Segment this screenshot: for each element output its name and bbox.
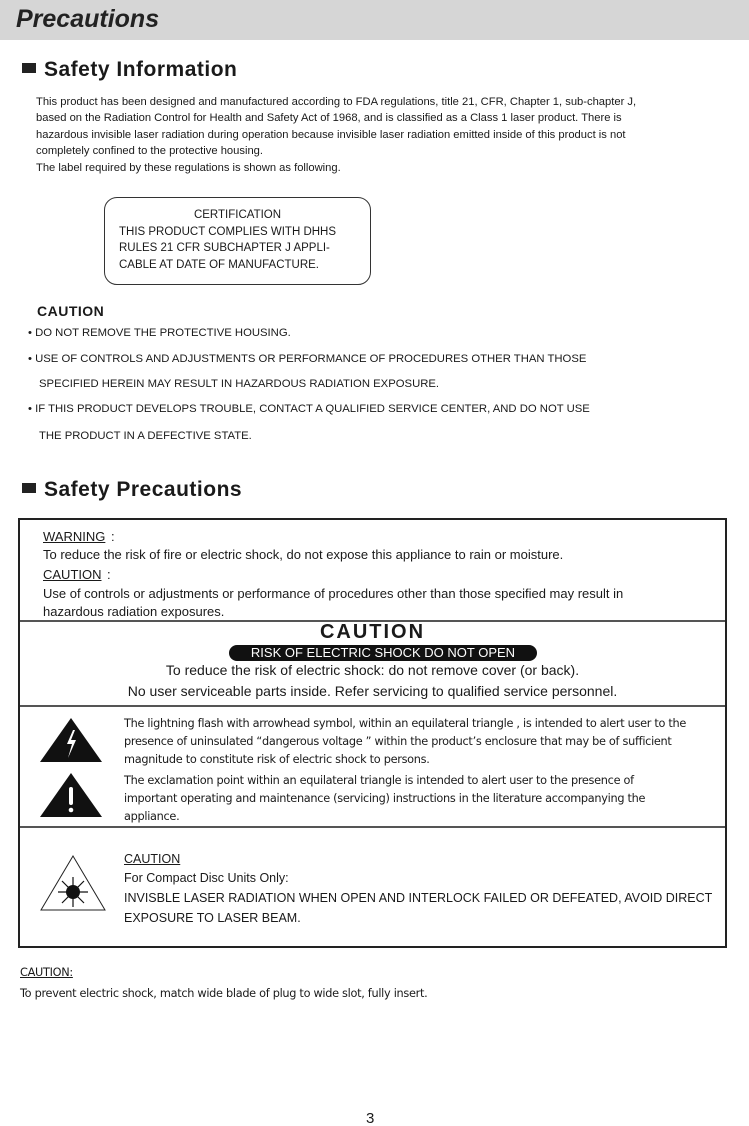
para-line: completely confined to the protective housing. bbox=[36, 145, 263, 158]
page-number: 3 bbox=[366, 1110, 375, 1126]
shock-warning-line: No user serviceable parts inside. Refer servicing to qualified service personnel. bbox=[127, 683, 618, 699]
desc-line: important operating and maintenance (servicing) instructions in the literature accompanying the bbox=[124, 792, 646, 805]
warning-label: WARNING bbox=[43, 529, 106, 544]
certification-label bbox=[104, 197, 371, 285]
page-header bbox=[0, 0, 749, 40]
bullet-item: • USE OF CONTROLS AND ADJUSTMENTS OR PERFORMANCE OF PROCEDURES OTHER THAN THOSE bbox=[28, 353, 587, 365]
desc-line: magnitude to constitute risk of electric shock to persons. bbox=[124, 753, 430, 766]
caution-heading: CAUTION bbox=[37, 303, 105, 319]
lightning-warning-icon bbox=[40, 718, 102, 764]
exclamation-warning-icon bbox=[40, 773, 102, 819]
para-line: The label required by these regulations is shown as following. bbox=[36, 161, 341, 174]
desc-line: The exclamation point within an equilateral triangle is intended to alert user to the presence of bbox=[124, 774, 634, 787]
footer-caution-label: CAUTION: bbox=[20, 966, 73, 979]
bullet-continuation: SPECIFIED HEREIN MAY RESULT IN HAZARDOUS RADIATION EXPOSURE. bbox=[39, 378, 440, 390]
warning-text: To reduce the risk of fire or electric shock, do not expose this appliance to rain or moisture. bbox=[43, 547, 564, 562]
caution-text: hazardous radiation exposures. bbox=[43, 604, 225, 619]
certification-title: CERTIFICATION bbox=[193, 209, 282, 221]
certification-line: CABLE AT DATE OF MANUFACTURE. bbox=[119, 258, 320, 271]
bullet-text: DO NOT REMOVE THE PROTECTIVE HOUSING. bbox=[35, 327, 291, 339]
bullet-continuation: THE PRODUCT IN A DEFECTIVE STATE. bbox=[39, 430, 252, 442]
para-line: hazardous invisible laser radiation during operation because invisible laser radiation emitted inside of this product is not bbox=[36, 128, 626, 141]
bullet-text: USE OF CONTROLS AND ADJUSTMENTS OR PERFORMANCE OF PROCEDURES OTHER THAN THOSE bbox=[35, 353, 587, 365]
divider bbox=[20, 826, 725, 828]
exclamation-description bbox=[124, 772, 645, 826]
bullet-text: IF THIS PRODUCT DEVELOPS TROUBLE, CONTACT A QUALIFIED SERVICE CENTER, AND DO NOT USE bbox=[35, 403, 590, 415]
heading-text: Safety Precautions bbox=[44, 478, 243, 501]
laser-warning-icon bbox=[40, 855, 106, 911]
lightning-description bbox=[124, 715, 686, 769]
laser-subtitle: For Compact Disc Units Only: bbox=[124, 871, 289, 885]
shock-warning-line: To reduce the risk of electric shock: do not remove cover (or back). bbox=[165, 662, 580, 678]
laser-text: INVISBLE LASER RADIATION WHEN OPEN AND INTERLOCK FAILED OR DEFEATED, AVOID DIRECT bbox=[124, 891, 713, 905]
caution-text: Use of controls or adjustments or performance of procedures other than those specified may result in bbox=[43, 586, 624, 601]
bullet-item: • DO NOT REMOVE THE PROTECTIVE HOUSING. bbox=[28, 327, 291, 339]
certification-line: RULES 21 CFR SUBCHAPTER J APPLI- bbox=[119, 242, 330, 254]
caution-label: CAUTION bbox=[43, 567, 102, 582]
heading-text: Safety Information bbox=[44, 58, 238, 81]
safety-info-paragraph bbox=[36, 94, 636, 176]
laser-caution-label: CAUTION bbox=[124, 852, 181, 866]
page-title: Precautions bbox=[16, 5, 160, 33]
caution-banner-title: CAUTION bbox=[319, 621, 426, 643]
risk-of-shock-badge: RISK OF ELECTRIC SHOCK DO NOT OPEN bbox=[229, 645, 537, 661]
square-bullet-icon bbox=[22, 483, 36, 493]
laser-text: EXPOSURE TO LASER BEAM. bbox=[124, 911, 301, 925]
desc-line: presence of uninsulated “dangerous voltage ” within the product’s enclosure that may be of sufficient bbox=[124, 735, 672, 748]
desc-line: The lightning flash with arrowhead symbol, within an equilateral triangle , is intended to alert user to the bbox=[124, 717, 687, 730]
square-bullet-icon bbox=[22, 63, 36, 73]
section-heading-safety-precautions bbox=[22, 478, 242, 502]
section-heading-safety-information bbox=[22, 58, 237, 82]
para-line: based on the Radiation Control for Health and Safety Act of 1968, and is classified as a Class 1 laser product. There is bbox=[36, 112, 622, 125]
para-line: This product has been designed and manufactured according to FDA regulations, title 21, CFR, Chapter 1, sub-chapter J, bbox=[36, 96, 637, 108]
desc-line: appliance. bbox=[124, 810, 180, 823]
divider bbox=[20, 705, 725, 707]
footer-caution-text: To prevent electric shock, match wide blade of plug to wide slot, fully insert. bbox=[20, 987, 428, 1000]
certification-line: THIS PRODUCT COMPLIES WITH DHHS bbox=[119, 225, 337, 238]
bullet-item: • IF THIS PRODUCT DEVELOPS TROUBLE, CONTACT A QUALIFIED SERVICE CENTER, AND DO NOT USE bbox=[28, 403, 590, 415]
safety-precautions-box: WARNING : To reduce the risk of fire or electric shock, do not expose this appliance to rain or moisture. CAUTION : Use of controls or adjustments or performance of procedures other than those specified may result in hazardous radiation exposures. CAUTION RISK OF ELECTRIC SHOCK DO NOT OPEN To reduce the risk of electric shock: do not remove cover (or back). No user serviceable parts inside. Refer servicing to qualified service personnel. The lightning flash with arrowhead symbol, within an equilateral triangle , is intended to alert user to the presence of uninsulated “dangerous voltage ” within the product’s enclosure that may be of sufficient magnitude to constitute risk of electric shock to persons. The exclamation point within an equilateral triangle is intended to alert user to the presence of important operating and maintenance (servicing) instructions in the literature accompanying the appliance. CAUTION For Compact Disc Units Only: INVISBLE LASER RADIATION WHEN OPEN AND INTERLOCK FAILED OR DEFEATED, AVOID DIRECT EXPOSURE TO LASER BEAM. bbox=[18, 518, 727, 948]
